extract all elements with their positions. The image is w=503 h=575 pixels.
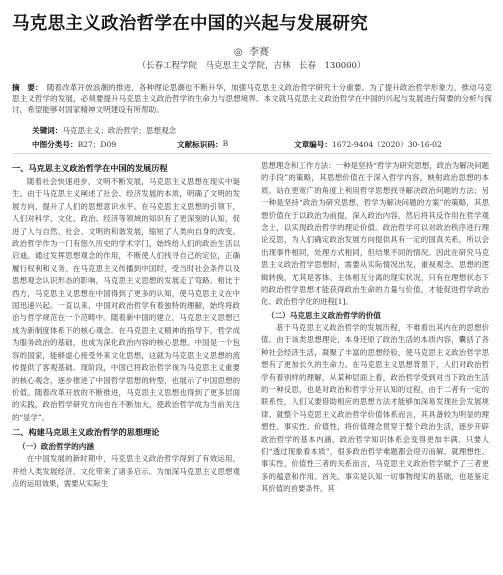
abstract-label: 摘 要： [12, 83, 43, 92]
abstract-text: 随着改革开放浪潮的推进，各种理论思潮也不断升华，加强马克思主义政治哲学研究十分重要。为了提升政治哲学形象力，推动马克思主义哲学的发展，必须要提升马克思主义政治哲学的生命力与思想境界。本文就马克思主义政治哲学在中国的兴起与发展进行简要的分析与探讨，希望能够对国家精神文明建设有所帮助。 [12, 83, 492, 115]
page-bottom-fade [0, 540, 503, 575]
author-affiliation: （长春工程学院 马克思主义学院，吉林 长春 130000） [137, 61, 366, 71]
keywords-text: 马克思主义；政治哲学；思想观念 [62, 126, 177, 135]
keywords-label: 关键词： [32, 126, 63, 135]
body-paragraph: 思想理念和工作方法：一种是坚持“哲学为研究思想，政治为解决问题的手段”的策略，其思想价值在于深入哲学内容，映射政治思想的本质。站在更宽广的角度上利用哲学思想找寻解决政治问题的方法；另一种是坚持“政治为研究思想，哲学为解决问题的方案”的策略，其思想价值在于以政治为前提，深入政治内容，然后将其反作用在哲学观念上，以实现政治哲学的理论价值。政治哲学可以对政治秩序进行理论反思，为人们确定政治发展方向提供具有一定的国真关系，所以会出现事件相同，处理方式相同，但结果不同的情况。因此在研究马克思主义政治哲学思想时，需要从实际情况出发，重视观念、思想的逻辑转换，尤其是客体、主体相互分离的现实状况，只有在理想状态下的政治哲学思想才能获得政治生命的力量与价值，才能促进哲学政治化、政治哲学化的进程[1]。 [261, 161, 489, 307]
clc-number [32, 139, 117, 150]
author-name: 李赛 [248, 47, 269, 58]
subsection-heading-1: （一）政治哲学的内涵 [18, 442, 94, 452]
body-paragraph: 随着社会快速进步，文明不断发展，马克思主义思想在现实中诞生。由于马克思主义阐述了社会、经济发展的本质，明确了文明的发展方向，提升了人们的思想意识水平。在马克思主义思想的引领下，人们对科学、文化、政治、经济等领域的知识有了更深刻的认知，促进了人与自然、社会、文明的和谐发展，缩短了人类向自身的改变。政治哲学作为一门有悠久历史的学术学门，始终给人们的政治生活以启迪。通过发挥思想观念的作用，不断使人们找寻自己的定位，正确履行权利和义务。在马克思主义传播到中国时，受当时社会条件以及思想观念认识形态的影响，马克思主义思想的发展走了弯路。相比于西方，马克思主义思想在中国得到了更多的认知，使马克思主义在中国迅速兴起。一直以来，中国对政治哲学有着独特的理解，始终将政治与哲学规范在一个范畴中。随着新中国的建立，马克思主义思想已成为新制度体系下的核心观念。在马克思主义精神的指导下，哲学成为服务政治的基础，也成为深化政治内容的核心思想。中国是一个包容的国家，能够虚心接受外来文化思想，这就为马克思主义思想的流传提供了客观基础。现阶段，中国已将政治哲学视为马克思主义重要的核心观念，逐步推进了中国哲学思想的转型，也展示了中国思想的价值。随着改革开放的不断推进，马克思主义思想也得到了更多层面的实践，政治哲学研究方向也在不断加大，使政治哲学成为当前关注的“显学”。 [12, 177, 240, 422]
subsection-heading-2: （二）马克思主义政治哲学的价值 [267, 310, 381, 320]
clc-value: B27；D09 [77, 140, 117, 149]
section-heading-2: 二、构建马克思主义政治哲学的思想理论 [12, 427, 160, 438]
header-divider [12, 153, 492, 154]
body-paragraph: 在中国发展的新时期中，马克思主义政治哲学得到了有效运用，并给人类发展经济、文化带来了诸多启示。为加深马克思主义思想观点的运用效果，需要从实际生 [12, 454, 240, 488]
clc-label: 中图分类号： [32, 140, 78, 149]
left-column [12, 160, 240, 490]
body-paragraph: 基于马克思主义政治哲学的发展历程，不难看出其内在的思想价值。由于该类思想理论，本身还原了政治生活的本质内容，囊括了各种社会经济生活，凝聚了丰富的思想经验，使马克思主义政治哲学思想有了更加长久的生命力。在马克思主义思想背景下，人们对政治哲学有着别样的理解，从某种层面上看，政治哲学受到对当下政治生活的一种反思，也是对政治和哲学分开认知的过程，由于二者有一定的联系性，人们又要借助相应的思想方法才能够加深易发现社会发展规律。就整个马克思主义政治哲学价值体系而言，其具备较为明显的理想性、事实性、价值性，将价值理念贯穿于整个政治生活，逐步开辟政治哲学的基本内涵，政治哲学知识体系会变得更加丰满。只要人们“透过现象看本质”，很多政治哲学难题都会迎刃而解。就理想性、事实性、价值性三者的关系而言，马克思主义政治哲学赋予了三者更多的蕴意和作用。首先，事实是认知一切事物现实的基础，也是鉴定其价值的首要条件。其 [261, 322, 489, 494]
article-number [294, 139, 442, 150]
article-no-label: 文章编号： [294, 140, 332, 149]
right-column [261, 160, 489, 496]
abstract [12, 82, 492, 116]
doc-code-label: 文献标识码： [177, 140, 223, 149]
author-mark-icon: ◎ [234, 47, 243, 58]
keywords [32, 125, 176, 136]
document-code [177, 139, 229, 150]
article-title: 马克思主义政治哲学在中国的兴起与发展研究 [12, 14, 368, 34]
article-no-value: 1672-9404（2020）30-16-02 [331, 140, 442, 149]
doc-code-value: B [222, 139, 229, 148]
author-line [0, 43, 503, 58]
section-heading-1: 一、马克思主义政治哲学在中国的发展历程 [12, 163, 168, 173]
